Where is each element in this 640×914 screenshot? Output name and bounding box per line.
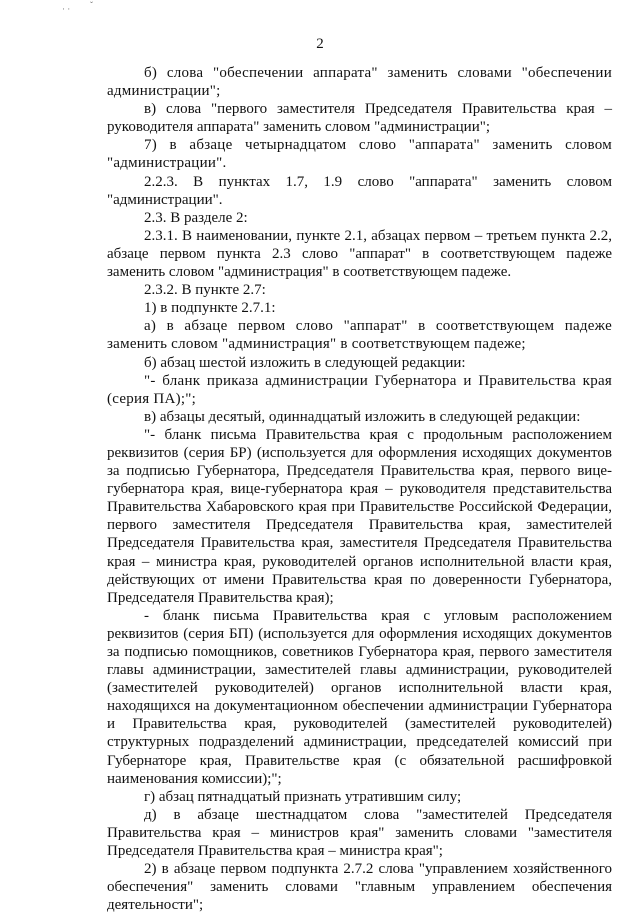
paragraph-a-pervom: а) в абзаце первом слово "аппарат" в соответствующем падеже заменить словом "администрация" в соответствующем падеже; bbox=[107, 318, 612, 353]
paragraph-v-pervogo-zamestitelya: в) слова "первого заместителя Председателя Правительства края – руководителя аппарата" заменить словом "администрации"; bbox=[107, 101, 612, 136]
scan-dots: · · bbox=[62, 4, 71, 14]
paragraph-b-shestoy: б) абзац шестой изложить в следующей редакции: bbox=[144, 354, 466, 371]
paragraph-blank-bp: - бланк письма Правительства края с угловым расположением реквизитов (серия БП) (используется для оформления исходящих документов за подписью помощников, советников Губернатора края, первого заместителя главы администрации, заместителей главы администрации, руководителей (заместителей руководителей) органов исполнительной власти края, находящихся на документационном обеспечении администрации Губернатора и Правительства края, руководителей (заместителей руководителей) структурных подразделений администрации, председателей комиссий при Губернаторе края, Правительстве края (с обязательной расшифровкой наименования комиссии);"; bbox=[107, 607, 612, 787]
paragraph-blank-br: "- бланк письма Правительства края с продольным расположением реквизитов (серия БР) (используется для оформления исходящих документов за подписью Губернатора, Председателя Правительства края, первого вице-губернатора края, вице-губернатора края – руководителя представительства Правительства Хабаровского края при Правительстве Российской Федерации, первого заместителя Председателя Правительства края, заместителей Председателя Правительства края, заместителя Председателя Правительства края – министра края, руководителей органов исполнительной власти края, действующих от имени Правительства края по доверенности Губернатора, Председателя Правительства края); bbox=[107, 426, 612, 606]
paragraph-2-2-3: 2.2.3. В пунктах 1.7, 1.9 слово "аппарата" заменить словом "администрации". bbox=[107, 173, 612, 208]
paragraph-blank-prikaza: "- бланк приказа администрации Губернатора и Правительства края (серия ПА);"; bbox=[107, 372, 612, 407]
paragraph-g-pyatnadtsatyy: г) абзац пятнадцатый признать утратившим силу; bbox=[144, 788, 462, 805]
paragraph-d-shestnadtsatom: д) в абзаце шестнадцатом слова "заместителей Председателя Правительства края – министров края" заменить словами "заместителя Председателя Правительства края – министра края"; bbox=[107, 806, 612, 860]
paragraph-2-3: 2.3. В разделе 2: bbox=[144, 209, 248, 226]
paragraph-v-desyatyy: в) абзацы десятый, одиннадцатый изложить в следующей редакции: bbox=[144, 408, 581, 425]
document-body bbox=[107, 64, 612, 914]
paragraph-7-chetyrnadtsatom: 7) в абзаце четырнадцатом слово "аппарата" заменить словом "администрации". bbox=[107, 137, 612, 172]
paragraph-2-subpoint-2-7-2: 2) в абзаце первом подпункта 2.7.2 слова "управлением хозяйственного обеспечения" заменить словами "главным управлением обеспечения деятельности"; bbox=[107, 861, 612, 914]
paragraph-subpoint-1: 1) в подпункте 2.7.1: bbox=[144, 300, 276, 317]
paragraph-2-3-1: 2.3.1. В наименовании, пункте 2.1, абзацах первом – третьем пункта 2.2, абзаце первом пункта 2.3 слово "аппарат" в соответствующем падеже заменить словом "администрация" в соответствующем падеже. bbox=[107, 227, 612, 281]
scan-tick: ˇ bbox=[90, 0, 93, 10]
page-number: 2 bbox=[316, 36, 324, 52]
paragraph-b-obespechenii: б) слова "обеспечении аппарата" заменить словами "обеспечении администрации"; bbox=[107, 65, 612, 100]
paragraph-2-3-2: 2.3.2. В пункте 2.7: bbox=[144, 282, 266, 299]
